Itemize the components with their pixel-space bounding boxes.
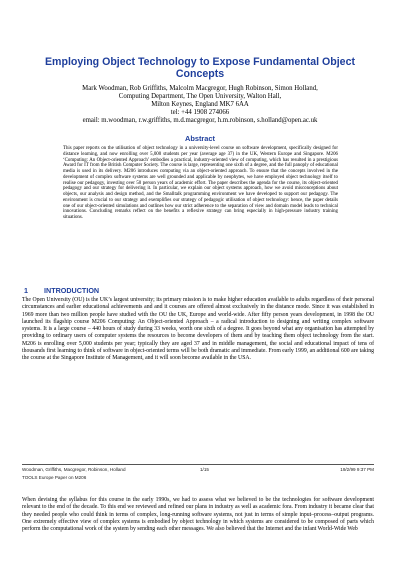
section-number: 1 [24,286,28,295]
author-block [40,85,360,125]
footer [22,466,374,473]
footer-page-number: 1/15 [200,467,209,472]
affiliation-line-1: Computing Department, The Open University, Walton Hall, [118,93,282,100]
authors-line: Mark Woodman, Rob Griffiths, Malcolm Macgregor, Hugh Robinson, Simon Holland, [82,85,318,92]
intro-paragraph-1: The Open University (OU) is the UK’s largest university; its primary mission is to make higher education available to adults regardless of their personal circumstances and earlier educational achievements and and it courses are offered almost exclusively in the distance mode. Since it was established in 1969 more than two million people have studied with the OU the UK, Europe and world-wide. After fifty person years development, in 1998 the OU launched its flagship course M206 Computing: An Object-oriented Approach – a radical introduction to designing and writing complex software systems. It is a large course – 440 hours of study during 33 weeks, worth one sixth of a degree. It goes beyond what any organisation has attempted by providing to ordinary users of computer systems the resources to become developers of them and by teaching them object technology from the start. M206 is enrolling over 5,000 students per year; typically they are aged 37 and in middle management, the social and educational impact of tens of thousands first learning to think of software in object-oriented terms will be both dramatic and immediate. From early 1999, an additional 600 are taking the course at the Singapore Institute of Management, and it will soon become available in the USA. [22,297,374,361]
email: email: m.woodman, r.w.griffiths, m.d.macgregor, h.m.robinson, s.holland@open.ac.uk [82,117,318,124]
section-title: INTRODUCTION [44,286,100,295]
intro-paragraph-2: When devising the syllabus for this course in the early 1990s, we had to assess what we believed to be the technologies for software development relevant to the end of the decade. To this end we reviewed and refined our plans in industry as well as academic fora. From industry it became clear that they needed people who could think in terms of complex, long-running software systems, not just in terms of simple input–process–output programs. One extremely effective view of complex systems is embodied by object technology in which systems are considered to be composed of parts which perform the computational work of the system by sending each other messages. We also believed that the Internet and the infant World-Wide Web [22,497,374,532]
section-heading [24,286,224,295]
footer-divider [22,464,374,465]
footer-venue: TOOLS Europe Paper on M206 [22,475,87,480]
abstract-heading: Abstract [185,134,215,143]
affiliation-line-2: Milton Keynes, England MK7 6AA [151,101,249,108]
footer-datetime: 19/2/99 9:37 PM [340,467,374,472]
abstract-text: This paper reports on the utilisation of object technology in a university-level course on software development, specifically designed for distance learning, and now enrolling over 5,000 students per year (average age 37) in the UK, Western Europe and Singapore. M206 ‘Computing: An Object-oriented Approach’ embodies a practical, industry-oriented view of computing, which has resulted in a prestigious Award for IT from the British Computer Society. The course is large, representing one sixth of a degree, and the full panoply of educational media is used in its delivery. M206 introduces computing via an object-oriented approach. To ensure that the concepts involved in the development of complex software systems are well grounded and applicable by neophytes, we have employed object technology itself to realise our pedagogy, investing over 50 person years of academic effort. The paper describes the agenda for the course, its object-oriented pedagogy and our strategy for delivering it. In particular, we explain our object systems approach, how we avoid misconceptions about objects, our analysis and design method, and the Smalltalk programming environment we have developed to support our pedagogy. The environment is crucial to our strategy and exemplifies our strategy of pedagogic utilisation of object technology: hence, the paper details one of our object-oriented simulations and outlines how our strict adherence to the separation of view and domain model leads to technical innovations. Concluding remarks reflect on the benefits a reflexive strategy can bring especially in high-pressure industry training situations. [63,146,338,220]
paper-title: Employing Object Technology to Expose Fundamental Object Concepts [44,56,355,80]
footer-venue-row [22,474,374,481]
telephone: tel: +44 1908 274066 [170,109,230,116]
footer-authors: Woodman, Griffiths, Macgregor, Robinson, Holland [22,467,126,472]
